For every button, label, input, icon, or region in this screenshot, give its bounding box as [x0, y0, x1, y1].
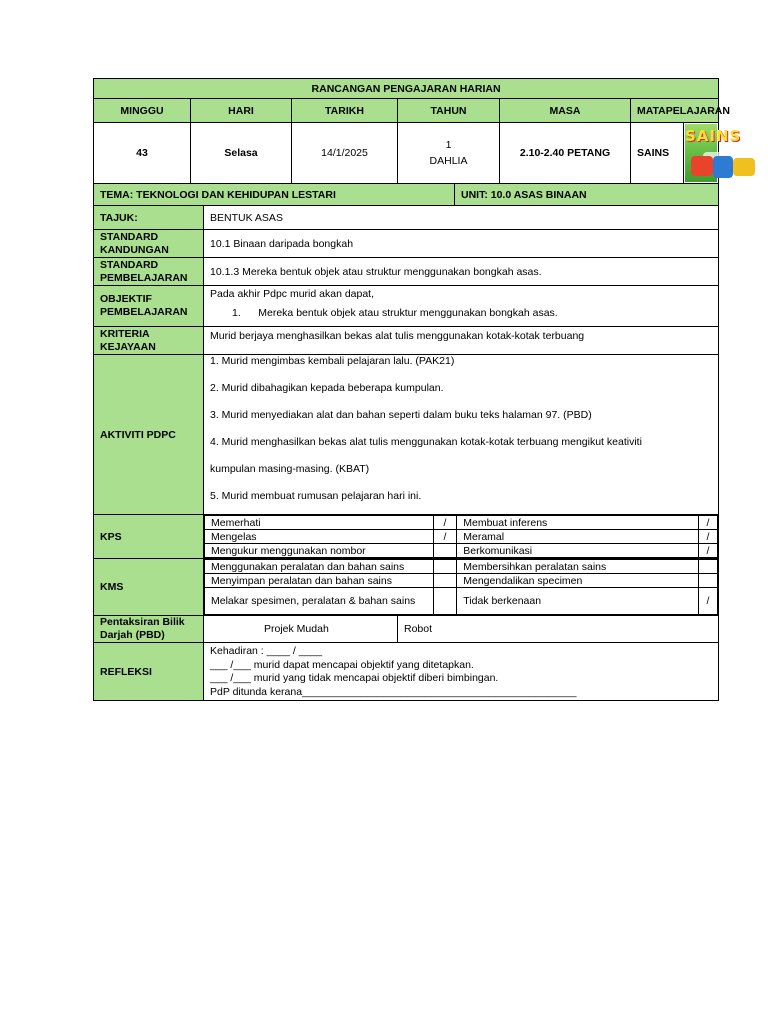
textbook-cover-title: SAINS — [685, 127, 742, 145]
refleksi-lines — [204, 643, 719, 701]
standard-pembelajaran-label: STANDARD PEMBELAJARAN — [94, 258, 204, 286]
objektif-item: 1. Mereka bentuk objek atau struktur menggunakan bongkah asas. — [232, 307, 558, 319]
kps-label: KPS — [94, 515, 204, 559]
aktiviti-item: 3. Murid menyediakan alat dan bahan seperti dalam buku teks halaman 97. (PBD) — [210, 409, 592, 421]
kms-grid — [204, 559, 719, 616]
lesson-plan — [93, 78, 742, 701]
aktiviti-item: 4. Murid menghasilkan bekas alat tulis menggunakan kotak-kotak terbuang mengikut keativiti — [210, 436, 642, 448]
kriteria-label: KRITERIA KEJAYAAN — [94, 327, 204, 355]
kps-row — [205, 530, 718, 544]
tema: TEMA: TEKNOLOGI DAN KEHIDUPAN LESTARI — [94, 184, 455, 206]
kps-mark: / — [698, 516, 717, 530]
aktiviti-list — [204, 355, 719, 515]
aktiviti-item: 2. Murid dibahagikan kepada beberapa kumpulan. — [210, 382, 444, 394]
pbd-value-2: Robot — [398, 616, 719, 643]
kps-mark: / — [433, 530, 457, 544]
kms-row — [205, 560, 718, 574]
kps-mark: / — [698, 530, 717, 544]
kms-row — [205, 588, 718, 615]
kms-skill: Menyimpan peralatan dan bahan sains — [205, 574, 434, 588]
value-masa: 2.10-2.40 PETANG — [500, 123, 631, 184]
aktiviti-item: 1. Murid mengimbas kembali pelajaran lalu. (PAK21) — [210, 355, 455, 367]
kms-table — [204, 559, 718, 615]
kps-mark — [433, 544, 457, 558]
kms-mark — [698, 560, 717, 574]
kms-skill: Melakar spesimen, peralatan & bahan sains — [205, 588, 434, 615]
header-masa: MASA — [500, 99, 631, 123]
kps-grid — [204, 515, 719, 559]
refleksi-line: ___ /___ murid dapat mencapai objektif yang ditetapkan. — [210, 658, 474, 671]
refleksi-line: Kehadiran : ____ / ____ — [210, 645, 323, 657]
pbd-value-1: Projek Mudah — [204, 616, 398, 643]
kps-skill: Mengelas — [205, 530, 434, 544]
objektif-intro: Pada akhir Pdpc murid akan dapat, — [210, 288, 375, 300]
header-tarikh: TARIKH — [292, 99, 398, 123]
kps-skill: Mengukur menggunakan nombor — [205, 544, 434, 558]
kriteria-value: Murid berjaya menghasilkan bekas alat tulis menggunakan kotak-kotak terbuang — [204, 327, 719, 355]
standard-kandungan-label: STANDARD KANDUNGAN — [94, 230, 204, 258]
value-tahun-name: DAHLIA — [429, 155, 468, 167]
kms-skill: Mengendalikan specimen — [457, 574, 699, 588]
kps-skill: Memerhati — [205, 516, 434, 530]
kms-skill: Membersihkan peralatan sains — [457, 560, 699, 574]
value-matapelajaran: SAINS — [631, 123, 684, 183]
kms-skill: Tidak berkenaan — [457, 588, 699, 615]
header-hari: HARI — [191, 99, 292, 123]
aktiviti-item: kumpulan masing-masing. (KBAT) — [210, 463, 370, 475]
value-hari: Selasa — [191, 123, 292, 184]
standard-pembelajaran-value: 10.1.3 Mereka bentuk objek atau struktur menggunakan bongkah asas. — [204, 258, 719, 286]
header-tahun: TAHUN — [398, 99, 500, 123]
kms-mark — [698, 574, 717, 588]
kps-row — [205, 544, 718, 558]
kms-label: KMS — [94, 559, 204, 616]
objektif-value — [204, 286, 719, 327]
kms-mark: / — [698, 588, 717, 615]
value-tahun-class: 1 — [445, 139, 452, 151]
kms-mark — [433, 574, 457, 588]
refleksi-line: PdP ditunda kerana_______________________________________________ — [210, 685, 577, 698]
header-minggu: MINGGU — [94, 99, 191, 123]
kms-mark — [433, 560, 457, 574]
kps-table — [204, 515, 718, 558]
unit: UNIT: 10.0 ASAS BINAAN — [455, 184, 719, 206]
kps-mark: / — [698, 544, 717, 558]
refleksi-line: ___ /___ murid yang tidak mencapai objektif diberi bimbingan. — [210, 672, 499, 684]
tajuk-label: TAJUK: — [94, 206, 204, 230]
value-minggu: 43 — [94, 123, 191, 184]
kms-row — [205, 574, 718, 588]
aktiviti-item: 5. Murid membuat rumusan pelajaran hari ini. — [210, 490, 422, 502]
kms-mark — [433, 588, 457, 615]
tajuk-value: BENTUK ASAS — [204, 206, 719, 230]
page-title: RANCANGAN PENGAJARAN HARIAN — [94, 79, 719, 99]
kps-skill: Berkomunikasi — [457, 544, 699, 558]
subject-cell — [631, 123, 742, 184]
kps-skill: Meramal — [457, 530, 699, 544]
objektif-label: OBJEKTIF PEMBELAJARAN — [94, 286, 204, 327]
aktiviti-label: AKTIVITI PDPC — [94, 355, 204, 515]
refleksi-label: REFLEKSI — [94, 643, 204, 701]
value-tarikh: 14/1/2025 — [292, 123, 398, 184]
standard-kandungan-value: 10.1 Binaan daripada bongkah — [204, 230, 719, 258]
kms-skill: Menggunakan peralatan dan bahan sains — [205, 560, 434, 574]
kps-mark: / — [433, 516, 457, 530]
lesson-plan-table — [93, 78, 742, 701]
pbd-label: Pentaksiran Bilik Darjah (PBD) — [94, 616, 204, 643]
textbook-cover-image — [685, 124, 742, 182]
kps-skill: Membuat inferens — [457, 516, 699, 530]
value-tahun — [398, 123, 500, 184]
kps-row — [205, 516, 718, 530]
header-matapelajaran: MATAPELAJARAN — [631, 99, 719, 123]
